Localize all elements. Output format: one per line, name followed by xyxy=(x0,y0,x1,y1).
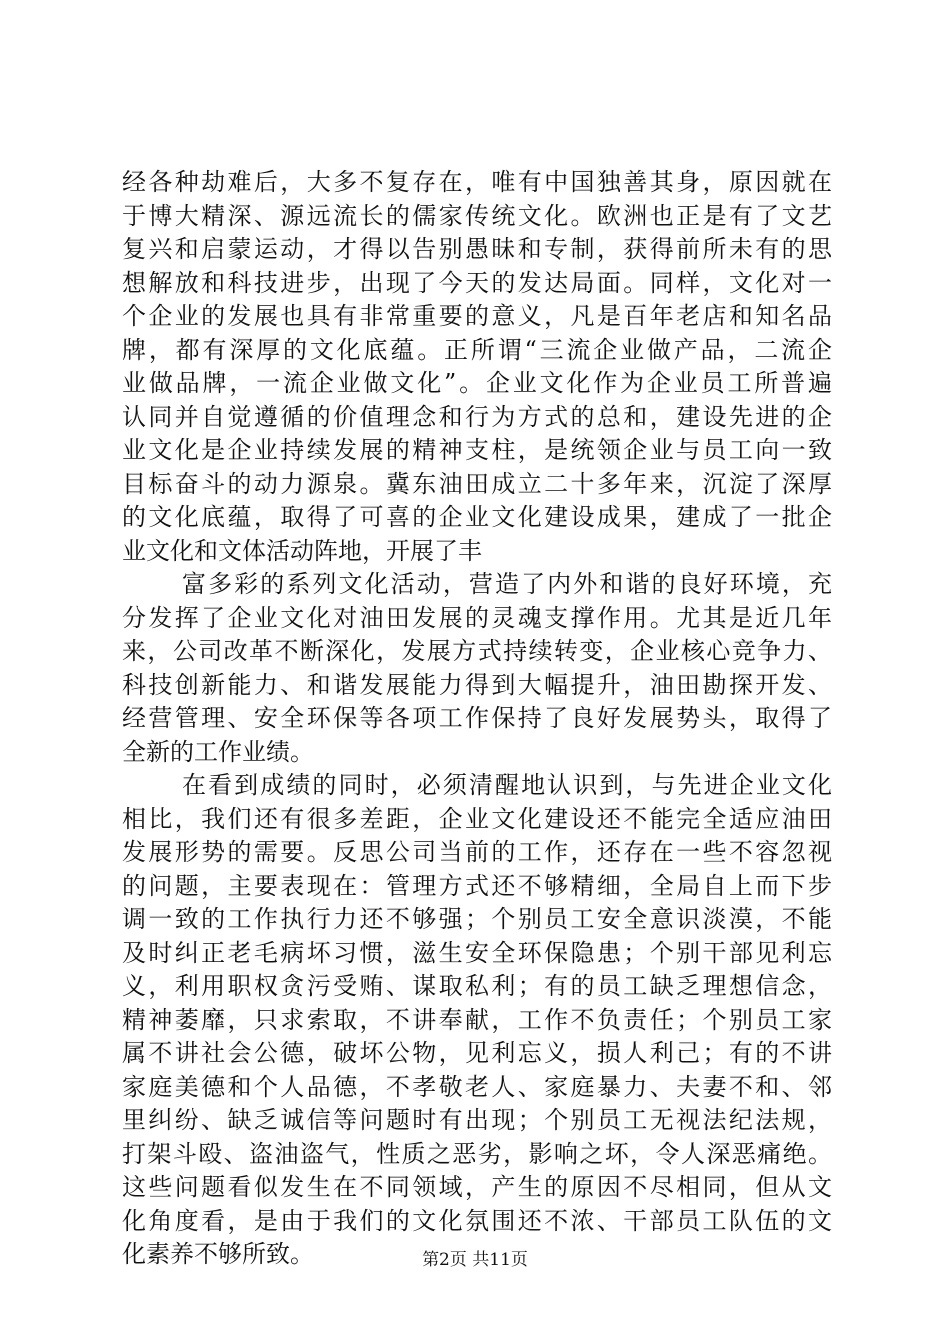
page-number: 第2页 共11页 xyxy=(422,1250,528,1270)
text-line: 想解放和科技进步，出现了今天的发达局面。同样，文化对一 xyxy=(122,268,832,297)
paragraph xyxy=(122,568,832,769)
text-line: 发展形势的需要。反思公司当前的工作，还存在一些不容忽视 xyxy=(122,838,832,866)
text-line: 复兴和启蒙运动，才得以告别愚昧和专制，获得前所未有的思 xyxy=(122,235,832,263)
text-line: 于博大精深、源远流长的儒家传统文化。欧洲也正是有了文艺 xyxy=(122,201,832,230)
text-line: 经营管理、安全环保等各项工作保持了良好发展势头，取得了 xyxy=(122,704,832,732)
text-line: 在看到成绩的同时，必须清醒地认识到，与先进企业文化 xyxy=(182,771,832,799)
text-line: 调一致的工作执行力还不够强；个别员工安全意识淡漠，不能 xyxy=(122,905,832,933)
text-line: 业文化是企业持续发展的精神支柱，是统领企业与员工向一致 xyxy=(122,436,832,464)
text-line: 目标奋斗的动力源泉。冀东油田成立二十多年来，沉淀了深厚 xyxy=(122,469,832,498)
text-line: 认同并自觉遵循的价值理念和行为方式的总和，建设先进的企 xyxy=(122,402,832,431)
text-line: 属不讲社会公德，破坏公物，见利忘义，损人利己；有的不讲 xyxy=(122,1039,832,1067)
text-line: 化素养不够所致。 xyxy=(122,1240,314,1268)
text-line: 义，利用职权贪污受贿、谋取私利；有的员工缺乏理想信念， xyxy=(122,972,832,1000)
text-line: 化角度看，是由于我们的文化氛围还不浓、干部员工队伍的文 xyxy=(122,1206,832,1235)
text-line: 业做品牌，一流企业做文化”。企业文化作为企业员工所普遍 xyxy=(122,369,832,397)
text-line: 精神萎靡，只求索取，不讲奉献，工作不负责任；个别员工家 xyxy=(122,1005,832,1034)
text-line: 富多彩的系列文化活动，营造了内外和谐的良好环境，充 xyxy=(182,570,832,598)
paragraph xyxy=(122,166,832,568)
page-footer xyxy=(0,1245,950,1270)
document-body xyxy=(122,166,832,1272)
text-line: 的问题，主要表现在：管理方式还不够精细，全局自上而下步 xyxy=(122,871,832,900)
text-line: 打架斗殴、盗油盗气，性质之恶劣，影响之坏，令人深恶痛绝。 xyxy=(122,1139,832,1168)
text-line: 里纠纷、缺乏诚信等问题时有出现；个别员工无视法纪法规， xyxy=(122,1106,832,1134)
text-line: 牌，都有深厚的文化底蕴。正所谓“三流企业做产品，二流企 xyxy=(122,335,832,364)
text-line: 的文化底蕴，取得了可喜的企业文化建设成果，建成了一批企 xyxy=(122,503,832,531)
text-line: 业文化和文体活动阵地，开展了丰 xyxy=(122,536,482,565)
text-line: 经各种劫难后，大多不复存在，唯有中国独善其身，原因就在 xyxy=(122,168,832,196)
text-line: 及时纠正老毛病坏习惯，滋生安全环保隐患；个别干部见利忘 xyxy=(122,938,832,967)
text-line: 相比，我们还有很多差距，企业文化建设还不能完全适应油田 xyxy=(122,804,832,833)
text-line: 这些问题看似发生在不同领域，产生的原因不尽相同，但从文 xyxy=(122,1173,832,1201)
text-line: 分发挥了企业文化对油田发展的灵魂支撑作用。尤其是近几年 xyxy=(122,603,832,632)
text-line: 全新的工作业绩。 xyxy=(122,737,314,766)
text-line: 来，公司改革不断深化，发展方式持续转变，企业核心竞争力、 xyxy=(122,637,832,665)
text-line: 家庭美德和个人品德，不孝敬老人、家庭暴力、夫妻不和、邻 xyxy=(122,1072,832,1101)
paragraph xyxy=(122,769,832,1272)
text-line: 科技创新能力、和谐发展能力得到大幅提升，油田勘探开发、 xyxy=(122,670,832,699)
text-line: 个企业的发展也具有非常重要的意义，凡是百年老店和知名品 xyxy=(122,302,832,330)
